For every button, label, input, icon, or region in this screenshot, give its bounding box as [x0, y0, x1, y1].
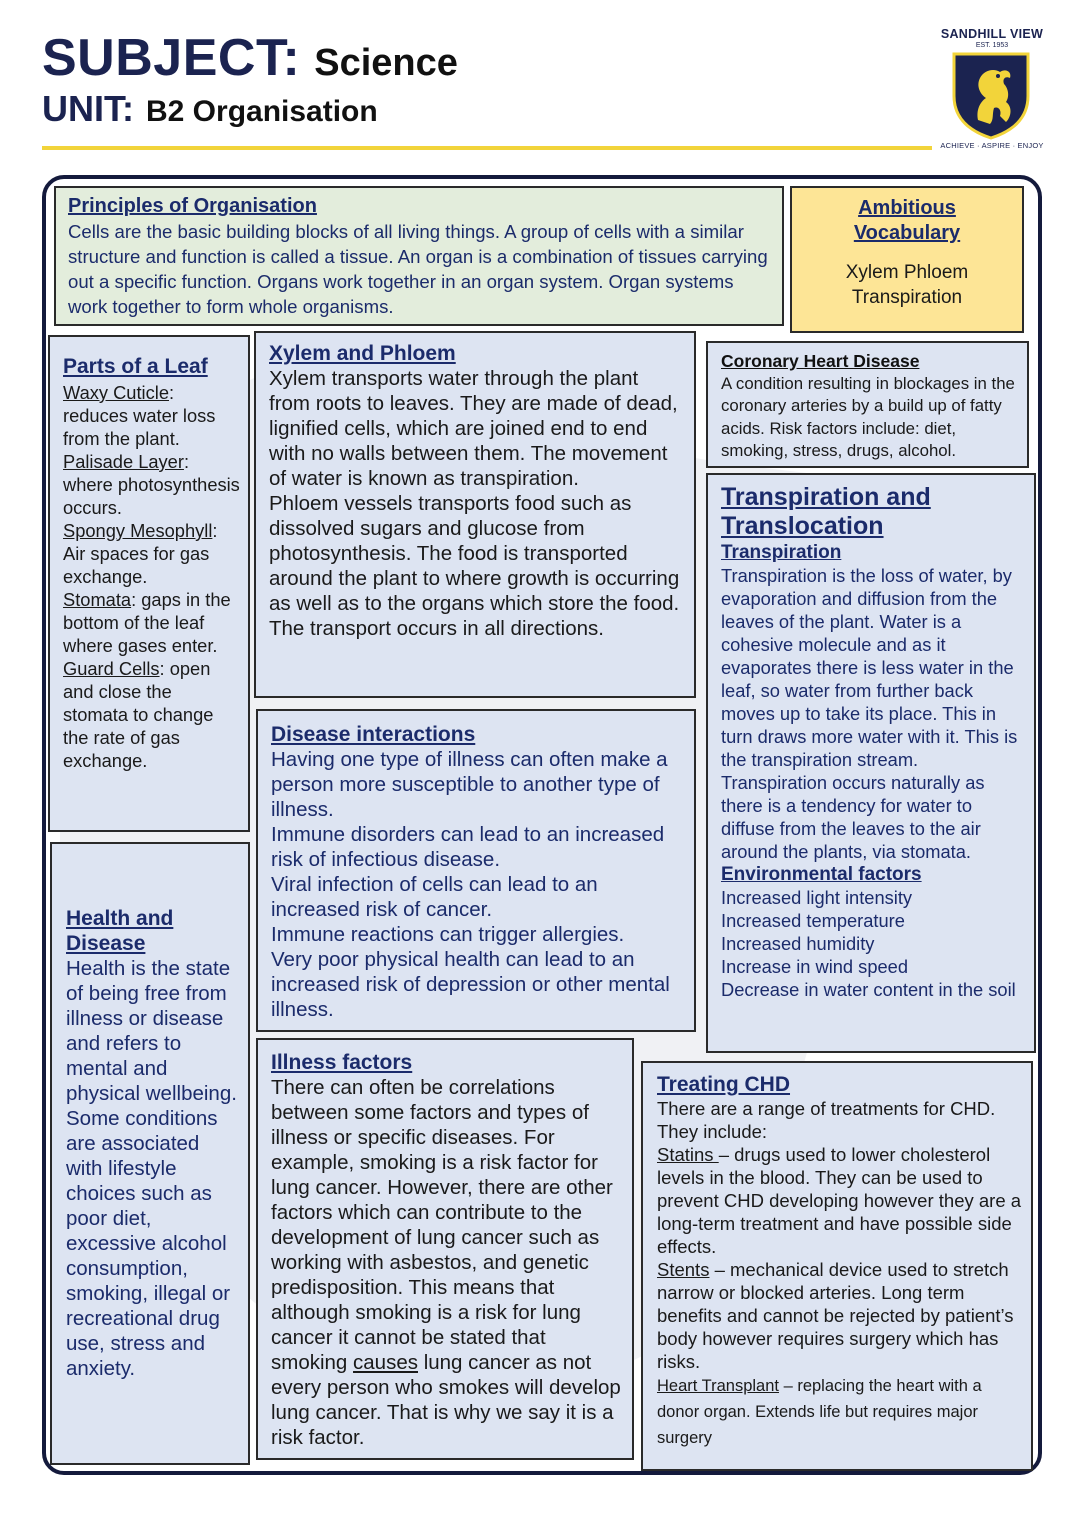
subject-label: SUBJECT:	[42, 29, 301, 87]
stents-entry	[657, 1258, 1023, 1373]
unit-heading	[42, 88, 378, 130]
principles-body: Cells are the basic building blocks of all living things. A group of cells with a similar structure and function is called a tissue. An organ is a combination of tissues carrying out a specific function. Organs work together in an organ system. Organ systems work together to form whole organisms.	[68, 221, 768, 317]
leaf-desc: : Air spaces for gas exchange.	[63, 520, 218, 587]
health-disease-box	[50, 842, 250, 1465]
principles-box	[54, 186, 784, 326]
vocabulary-title: Ambitious Vocabulary	[853, 197, 961, 244]
school-crest-icon	[950, 50, 1032, 140]
treating-title: Treating CHD	[657, 1073, 791, 1096]
vocabulary-words: Xylem Phloem Transpiration	[845, 262, 969, 308]
illness-body	[271, 1075, 624, 1450]
coronary-heart-disease-box	[706, 341, 1029, 468]
leaf-item	[63, 588, 240, 657]
illness-factors-box	[256, 1038, 634, 1460]
illness-body-start: There can often be correlations between some factors and types of illness or specific diseases. For example, smoking is a risk factor for lung cancer. However, there are other factors which can contribute to the development of lung cancer such as working with asbestos, and genetic predisposition. This means that although smoking is a risk for lung cancer it cannot be stated that smoking	[271, 1076, 613, 1374]
stents-term: Stents	[657, 1259, 710, 1280]
environmental-factors-title: Environmental factors	[721, 864, 922, 885]
parts-of-leaf-box	[48, 335, 250, 832]
statins-term: Statins	[657, 1144, 719, 1165]
environmental-factor: Increased humidity	[721, 933, 875, 954]
disease-line: Viral infection of cells can lead to an increased risk of cancer.	[271, 873, 598, 921]
leaf-desc: : gaps in the bottom of the leaf where gases enter.	[63, 589, 231, 656]
statins-entry	[657, 1143, 1023, 1258]
disease-line: Immune reactions can trigger allergies.	[271, 923, 625, 946]
leaf-item	[63, 657, 240, 772]
disease-line: Having one type of illness can often make a person more susceptible to another type of illness.	[271, 748, 668, 821]
disease-line: Very poor physical health can lead to an increased risk of depression or other mental illness.	[271, 948, 670, 1021]
leaf-term: Waxy Cuticle	[63, 382, 169, 403]
chd-body: A condition resulting in blockages in the coronary arteries by a build up of fatty acids. Risk factors include: diet, smoking, stress, drugs, alcohol.	[721, 373, 1015, 460]
leaf-desc: : where photosynthesis occurs.	[63, 451, 240, 518]
leaf-term: Stomata	[63, 589, 132, 610]
phloem-paragraph: Phloem vessels transports food such as dissolved sugars and glucose from photosynthesis. The food is transported around the plant to where growth is occurring as well as to the organs which store the food. The transport occurs in all directions.	[269, 492, 680, 640]
subject-value: Science	[314, 42, 458, 84]
xylem-paragraph: Xylem transports water through the plant from roots to leaves. They are made of dead, lignified cells, which are joined end to end with no walls between them. The movement of water is known as transpiration.	[269, 367, 678, 490]
disease-line: Immune disorders can lead to an increased risk of infectious disease.	[271, 823, 665, 871]
health-body: Health is the state of being free from illness or disease and refers to mental and physical wellbeing. Some conditions are associated with lifestyle choices such as poor diet, excessive alcohol consumption, smoking, illegal or recreational drug use, stress and anxiety.	[66, 957, 237, 1380]
illness-body-emphasis: causes	[353, 1351, 418, 1374]
environmental-factor: Increased temperature	[721, 910, 905, 931]
unit-value: B2 Organisation	[146, 95, 378, 128]
disease-title: Disease interactions	[271, 723, 476, 746]
heart-transplant-entry	[657, 1373, 1023, 1451]
environmental-factor: Decrease in water content in the soil	[721, 979, 1016, 1000]
header-divider	[42, 146, 932, 150]
heart-transplant-term: Heart Transplant	[657, 1377, 779, 1395]
health-title: Health and Disease	[66, 907, 174, 955]
environmental-factor: Increase in wind speed	[721, 956, 908, 977]
heart-transplant-desc: – replacing the heart with a donor organ. Extends life but requires major surgery	[657, 1377, 982, 1447]
transpiration-title: Transpiration and Translocation	[721, 483, 931, 540]
leaf-term: Palisade Layer	[63, 451, 184, 472]
leaf-term: Guard Cells	[63, 658, 160, 679]
treating-intro: There are a range of treatments for CHD. They include:	[657, 1098, 996, 1142]
disease-interactions-box	[256, 709, 696, 1032]
vocabulary-box	[790, 186, 1024, 333]
subject-heading	[42, 28, 458, 88]
leaf-title: Parts of a Leaf	[63, 355, 208, 378]
principles-title: Principles of Organisation	[68, 195, 317, 217]
xylem-title: Xylem and Phloem	[269, 342, 456, 365]
environmental-factor: Increased light intensity	[721, 887, 913, 908]
school-name: SANDHILL VIEW	[940, 27, 1044, 41]
leaf-term: Spongy Mesophyll	[63, 520, 213, 541]
treating-chd-box	[641, 1061, 1033, 1471]
statins-desc: – drugs used to lower cholesterol levels in the blood. They can be used to prevent CHD developing however they are a long-term treatment and have possible side effects.	[657, 1144, 1022, 1257]
illness-body-end: lung cancer as not every person who smokes will develop lung cancer. That is why we say it is a risk factor.	[271, 1351, 621, 1449]
leaf-item	[63, 519, 240, 588]
unit-label: UNIT:	[42, 88, 134, 129]
transpiration-box	[706, 473, 1036, 1053]
leaf-desc: : open and close the stomata to change the rate of gas exchange.	[63, 658, 214, 771]
school-motto: ACHIEVE · ASPIRE · ENJOY	[940, 141, 1044, 150]
leaf-item	[63, 381, 240, 450]
school-established: EST. 1953	[975, 42, 1009, 49]
stents-desc: – mechanical device used to stretch narrow or blocked arteries. Long term benefits and cannot be rejected by patient’s body however requires surgery which has risks.	[657, 1259, 1014, 1372]
xylem-phloem-box	[254, 331, 696, 698]
transpiration-subtitle: Transpiration	[721, 542, 842, 563]
chd-title: Coronary Heart Disease	[721, 351, 920, 371]
leaf-desc: : reduces water loss from the plant.	[63, 382, 216, 449]
illness-title: Illness factors	[271, 1051, 413, 1074]
leaf-item	[63, 450, 240, 519]
transpiration-body: Transpiration is the loss of water, by evaporation and diffusion from the leaves of the plant. Water is a cohesive molecule and as it evaporates there is less water in the leaf, so water from further back moves up to take its place. This in turn draws more water with it. This is the transpiration stream. Transpiration occurs naturally as there is a tendency for water to diffuse from the leaves to the air around the plants, via stomata.	[721, 565, 1018, 862]
